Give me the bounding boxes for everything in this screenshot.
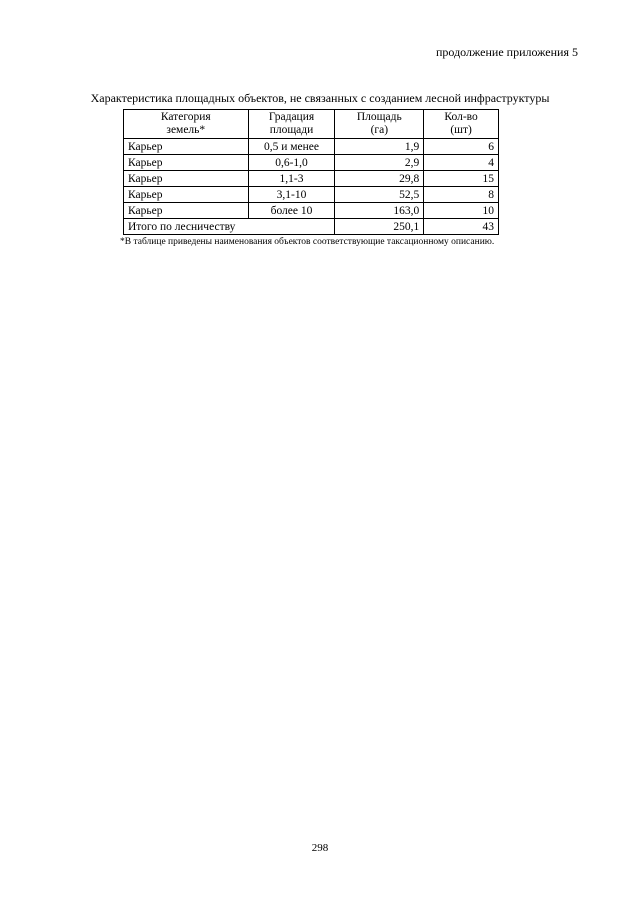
- table-row: [124, 171, 499, 187]
- header-gradation: [248, 110, 335, 139]
- header-count: [424, 110, 499, 139]
- cell-category: Карьер: [124, 203, 249, 219]
- cell-area: 2,9: [335, 155, 424, 171]
- header-category-line1: Категория: [160, 111, 211, 123]
- data-table: [123, 109, 499, 235]
- table-row: [124, 187, 499, 203]
- header-area: [335, 110, 424, 139]
- header-note: продолжение приложения 5: [436, 45, 578, 59]
- table-title: Характеристика площадных объектов, не связанных с созданием лесной инфраструктуры: [90, 91, 550, 105]
- table-header-row: [124, 110, 499, 139]
- cell-category: Карьер: [124, 187, 249, 203]
- cell-count: 8: [424, 187, 499, 203]
- cell-category: Карьер: [124, 139, 249, 155]
- total-count: 43: [424, 219, 499, 235]
- cell-count: 15: [424, 171, 499, 187]
- table-row: [124, 203, 499, 219]
- cell-count: 6: [424, 139, 499, 155]
- header-gradation-line1: Градация: [268, 111, 315, 123]
- cell-count: 4: [424, 155, 499, 171]
- cell-count: 10: [424, 203, 499, 219]
- cell-gradation: 1,1-3: [248, 171, 335, 187]
- header-category: [124, 110, 249, 139]
- header-count-line1: Кол-во: [444, 111, 478, 123]
- header-area-line1: Площадь: [356, 111, 402, 123]
- cell-category: Карьер: [124, 171, 249, 187]
- cell-gradation: 0,6-1,0: [248, 155, 335, 171]
- page-number: 298: [311, 842, 329, 854]
- cell-area: 52,5: [335, 187, 424, 203]
- total-label: Итого по лесничеству: [124, 219, 335, 235]
- cell-area: 29,8: [335, 171, 424, 187]
- table-total-row: [124, 219, 499, 235]
- table-row: [124, 155, 499, 171]
- table-row: [124, 139, 499, 155]
- cell-gradation: 0,5 и менее: [248, 139, 335, 155]
- cell-area: 163,0: [335, 203, 424, 219]
- header-count-line2: (шт): [450, 124, 472, 136]
- header-area-line2: (га): [370, 124, 389, 136]
- cell-area: 1,9: [335, 139, 424, 155]
- header-category-line2: земель*: [166, 124, 206, 136]
- header-gradation-line2: площади: [269, 124, 314, 136]
- cell-gradation: 3,1-10: [248, 187, 335, 203]
- total-area: 250,1: [335, 219, 424, 235]
- cell-gradation: более 10: [248, 203, 335, 219]
- footnote: *В таблице приведены наименования объектов соответствующие таксационному описанию.: [120, 237, 495, 247]
- cell-category: Карьер: [124, 155, 249, 171]
